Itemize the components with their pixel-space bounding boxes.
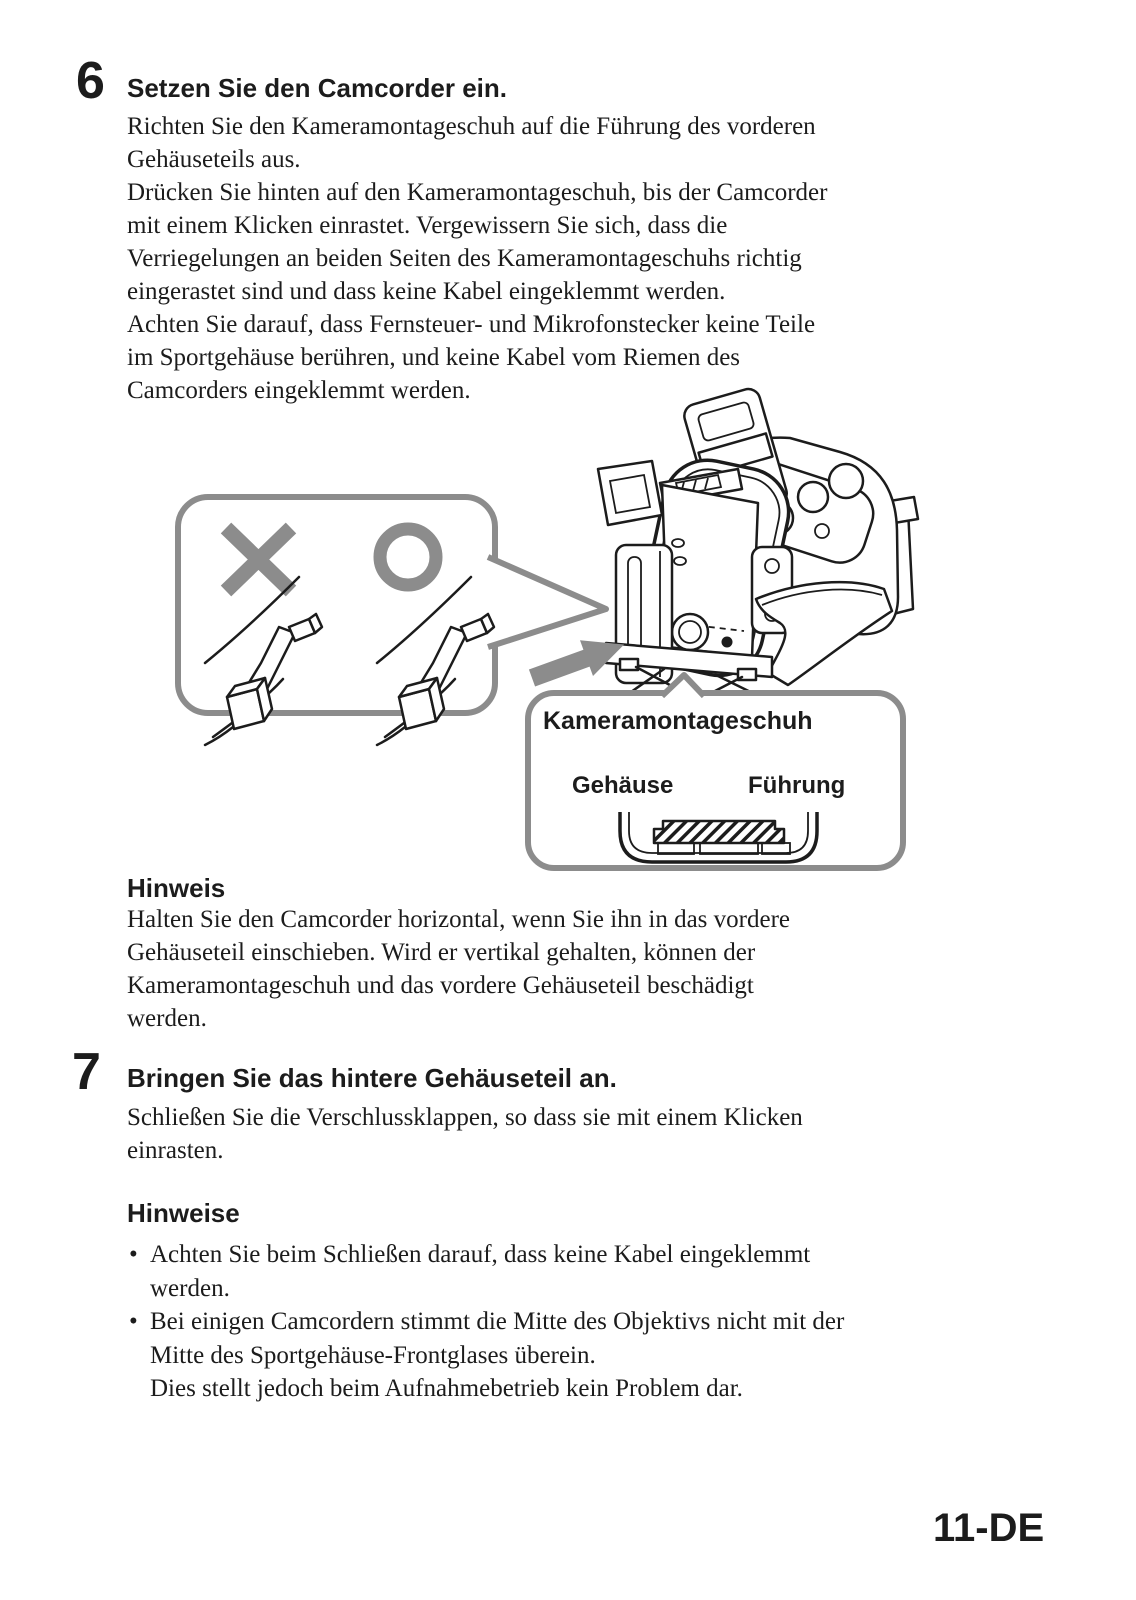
body-line: Schließen Sie die Verschlussklappen, so dass sie mit einem Klicken — [127, 1104, 803, 1131]
body-line: einrasten. — [127, 1137, 224, 1164]
camcorder-installation-figure — [0, 385, 1136, 875]
body-line: Camcorders eingeklemmt werden. — [127, 377, 471, 404]
notes-heading: Hinweise — [127, 1198, 240, 1228]
step-7-title: Bringen Sie das hintere Gehäuseteil an. — [127, 1063, 617, 1093]
body-line: Gehäuseteil einschieben. Wird er vertikal gehalten, können der — [127, 939, 756, 966]
bullet-line — [127, 1272, 844, 1306]
step-6-number: 6 — [76, 52, 105, 110]
step-6-title: Setzen Sie den Camcorder ein. — [127, 73, 508, 103]
housing-label: Gehäuse — [572, 772, 674, 799]
note-body — [127, 903, 790, 1035]
body-line: Verriegelungen an beiden Seiten des Kameramontageschuhs richtig — [127, 245, 802, 272]
body-line: mit einem Klicken einrastet. Vergewissern Sie sich, dass die — [127, 212, 728, 239]
bullet-text: werden. — [150, 1274, 230, 1302]
bullet-line — [127, 1339, 844, 1373]
body-line: im Sportgehäuse berühren, und keine Kabel vom Riemen des — [127, 344, 741, 371]
bullet-marker: • — [129, 1308, 138, 1335]
mounting-shoe-label: Kameramontageschuh — [543, 707, 813, 735]
guide-label: Führung — [748, 772, 846, 799]
body-line: werden. — [127, 1005, 207, 1032]
bullet-line — [127, 1238, 844, 1272]
bullet-text: Achten Sie beim Schließen darauf, dass keine Kabel eingeklemmt — [150, 1241, 811, 1268]
body-line: Gehäuseteils aus. — [127, 146, 301, 173]
step-7-number: 7 — [72, 1043, 101, 1101]
body-line: Kameramontageschuh und das vordere Gehäuseteil beschädigt — [127, 972, 754, 999]
page-number: 11-DE — [933, 1506, 1045, 1550]
bullet-text: Bei einigen Camcordern stimmt die Mitte des Objektivs nicht mit der — [150, 1308, 845, 1335]
step-6-body — [127, 110, 827, 407]
body-line: Halten Sie den Camcorder horizontal, wenn Sie ihn in das vordere — [127, 906, 791, 933]
shoe-cross-section-drawing — [620, 812, 817, 862]
body-line: Richten Sie den Kameramontageschuh auf die Führung des vorderen — [127, 113, 816, 140]
notes-list — [127, 1238, 844, 1406]
bullet-text: Dies stellt jedoch beim Aufnahmebetrieb kein Problem dar. — [150, 1375, 743, 1402]
bullet-line — [127, 1372, 844, 1406]
bullet-marker: • — [129, 1241, 138, 1268]
bullet-text: Mitte des Sportgehäuse-Frontglases überein. — [150, 1341, 596, 1369]
step-7-body — [127, 1101, 803, 1167]
body-line: eingerastet sind und dass keine Kabel eingeklemmt werden. — [127, 278, 726, 305]
body-line: Drücken Sie hinten auf den Kameramontageschuh, bis der Camcorder — [127, 179, 828, 206]
note-heading: Hinweis — [127, 873, 226, 903]
bullet-line — [127, 1305, 844, 1339]
camcorder-in-housing-illustration — [598, 386, 918, 704]
body-line: Achten Sie darauf, dass Fernsteuer- und Mikrofonstecker keine Teile — [127, 311, 816, 338]
